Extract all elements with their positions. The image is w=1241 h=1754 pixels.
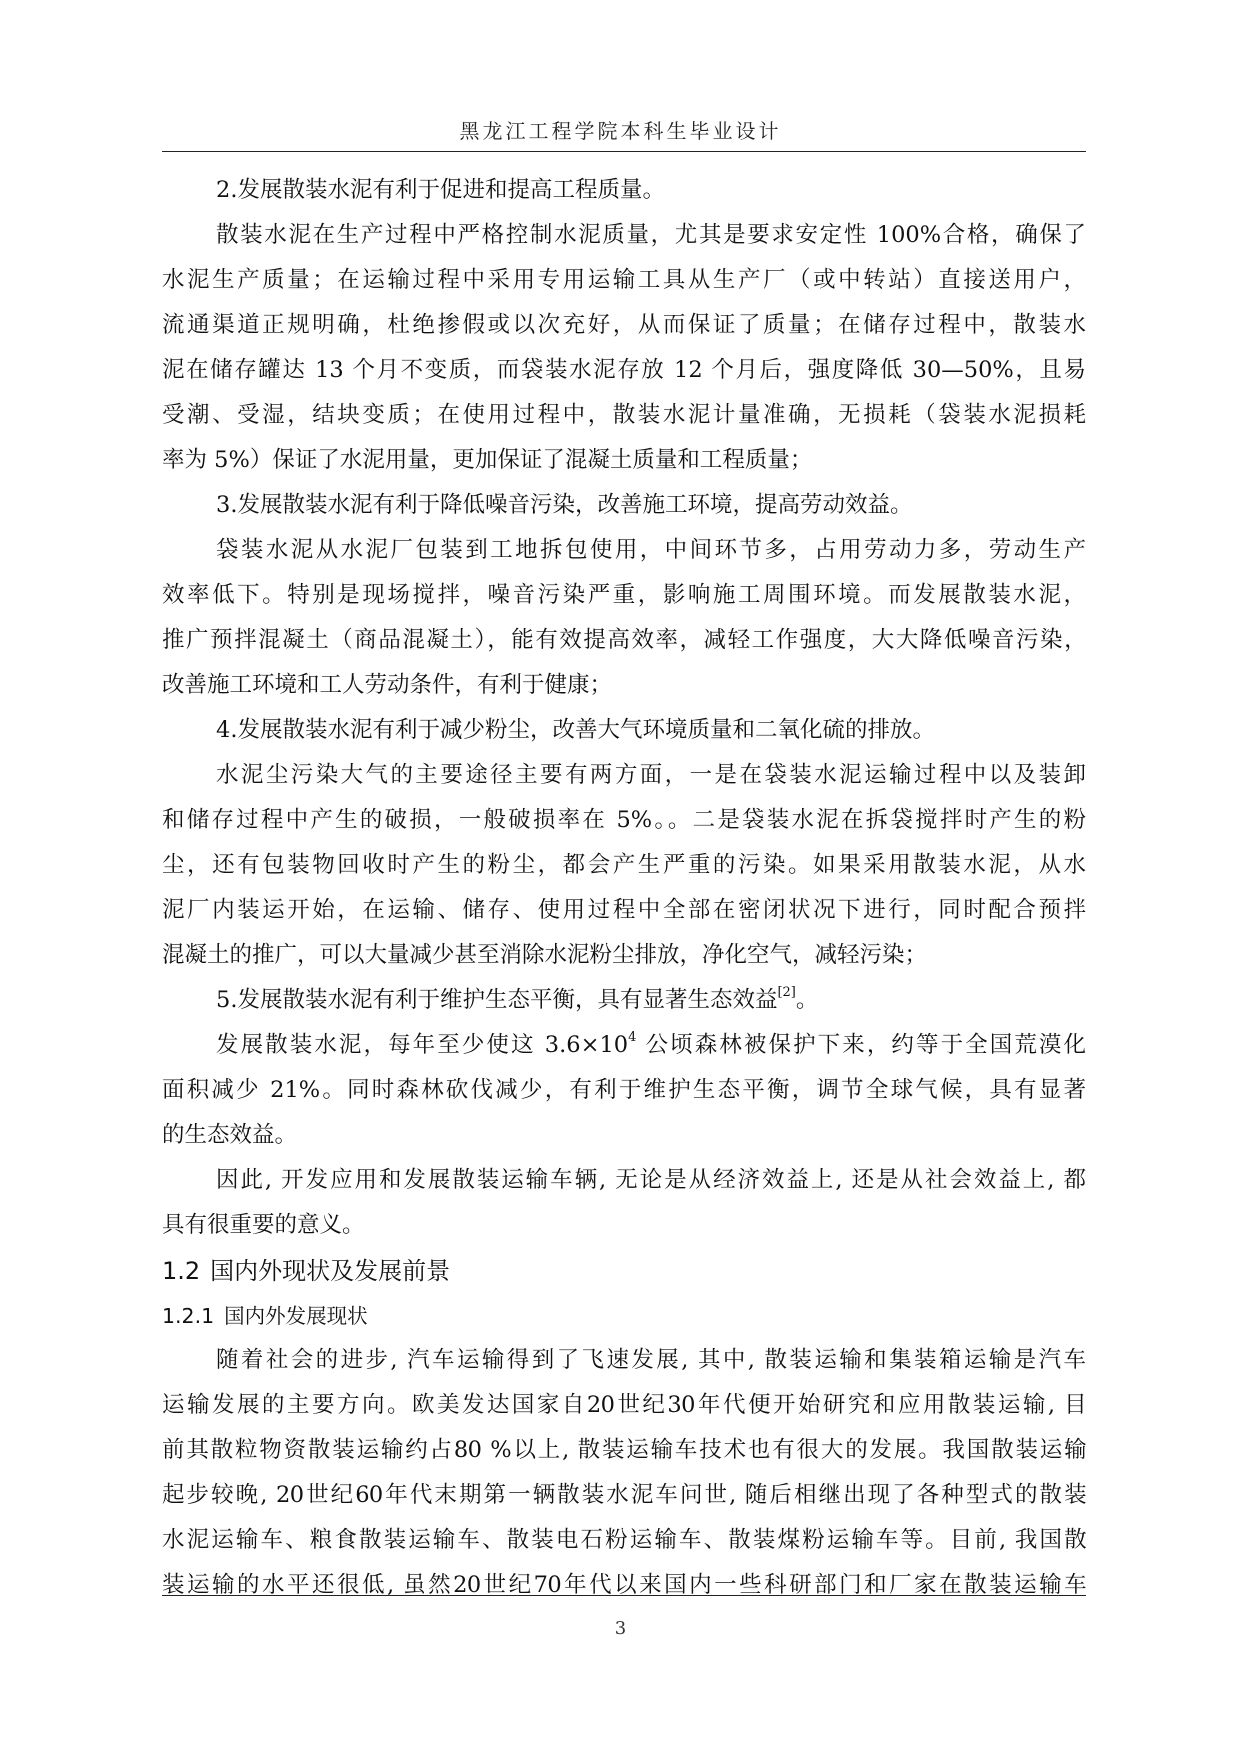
paragraph-line: 的生态效益。: [162, 1122, 298, 1148]
paragraph-line: 水泥运输车、粮食散装运输车、散装电石粉运输车、散装煤粉运输车等。目前, 我国散: [162, 1527, 1086, 1553]
point-heading-4: 4.发展散装水泥有利于减少粉尘，改善大气环境质量和二氧化硫的排放。: [216, 717, 935, 743]
section-number: 1.2: [162, 1257, 201, 1285]
paragraph-line: 面积减少 21%。同时森林砍伐减少，有利于维护生态平衡，调节全球气候，具有显著: [162, 1077, 1086, 1103]
point-heading-text: 5.发展散装水泥有利于维护生态平衡，具有显著生态效益: [216, 987, 778, 1013]
paragraph-line: 袋装水泥从水泥厂包装到工地拆包使用，中间环节多，占用劳动力多，劳动生产: [216, 537, 1086, 563]
section-title: 国内外现状及发展前景: [210, 1257, 451, 1285]
point-heading-5: [162, 978, 1086, 1023]
paragraph-line: 和储存过程中产生的破损，一般破损率在 5%。。二是袋装水泥在拆袋搅拌时产生的粉: [162, 807, 1086, 833]
paragraph-line: 因此, 开发应用和发展散装运输车辆, 无论是从经济效益上, 还是从社会效益上, 都: [216, 1167, 1086, 1193]
page-body: [162, 168, 1086, 1608]
paragraph-text-pre: 发展散装水泥，每年至少使这 3.6×10: [216, 1032, 629, 1058]
citation-ref: [2]: [777, 985, 796, 1000]
page-number: 3: [614, 1618, 627, 1639]
point-heading-3: 3.发展散装水泥有利于降低噪音污染，改善施工环境，提高劳动效益。: [216, 492, 913, 518]
footer-divider: [162, 1595, 1086, 1596]
paragraph-line: 混凝土的推广，可以大量减少甚至消除水泥粉尘排放，净化空气，减轻污染；: [162, 942, 928, 968]
subsection-title: 国内外发展现状: [224, 1304, 368, 1328]
paragraph-line: 改善施工环境和工人劳动条件，有利于健康；: [162, 672, 613, 698]
paragraph-line: 受潮、受湿，结块变质；在使用过程中，散装水泥计量准确，无损耗（袋装水泥损耗: [162, 402, 1086, 428]
paragraph-line: 率为 5%）保证了水泥用量，更加保证了混凝土质量和工程质量；: [162, 447, 813, 473]
paragraph-line: 水泥尘污染大气的主要途径主要有两方面，一是在袋装水泥运输过程中以及装卸: [216, 762, 1086, 788]
paragraph-line: 流通渠道正规明确，杜绝掺假或以次充好，从而保证了质量；在储存过程中，散装水: [162, 312, 1086, 338]
point-heading-tail: 。: [795, 987, 819, 1013]
paragraph-line: 随着社会的进步, 汽车运输得到了飞速发展, 其中, 散装运输和集装箱运输是汽车: [216, 1347, 1086, 1373]
paragraph-line: 效率低下。特别是现场搅拌，噪音污染严重，影响施工周围环境。而发展散装水泥，: [162, 582, 1086, 608]
paragraph-line: 推广预拌混凝土（商品混凝土），能有效提高效率，减轻工作强度，大大降低噪音污染，: [162, 627, 1086, 653]
paragraph-line: [162, 1023, 1086, 1068]
running-header: 黑龙江工程学院本科生毕业设计: [459, 119, 782, 143]
header-divider: [162, 151, 1086, 152]
exponent: 4: [628, 1030, 637, 1045]
paragraph-line: 装运输的水平还很低, 虽然20世纪70年代以来国内一些科研部门和厂家在散装运输车: [162, 1572, 1086, 1598]
paragraph-line: 散装水泥在生产过程中严格控制水泥质量，尤其是要求安定性 100%合格，确保了: [216, 222, 1086, 248]
paragraph-line: 泥厂内装运开始，在运输、储存、使用过程中全部在密闭状况下进行，同时配合预拌: [162, 897, 1086, 923]
subsection-number: 1.2.1: [162, 1304, 215, 1328]
subsection-heading: [162, 1295, 1086, 1338]
paragraph-line: 尘，还有包装物回收时产生的粉尘，都会产生严重的污染。如果采用散装水泥，从水: [162, 852, 1086, 878]
paragraph-line: 泥在储存罐达 13 个月不变质，而袋装水泥存放 12 个月后，强度降低 30—50%，且易: [162, 357, 1086, 383]
paragraph-line: 运输发展的主要方向。欧美发达国家自20世纪30年代便开始研究和应用散装运输, 目: [162, 1392, 1086, 1418]
paragraph-line: 水泥生产质量；在运输过程中采用专用运输工具从生产厂（或中转站）直接送用户，: [162, 267, 1086, 293]
paragraph-line: 具有很重要的意义。: [162, 1212, 365, 1238]
point-heading-2: 2.发展散装水泥有利于促进和提高工程质量。: [216, 177, 665, 203]
section-heading: [162, 1248, 1086, 1295]
paragraph-line: 起步较晚, 20世纪60年代末期第一辆散装水泥车问世, 随后相继出现了各种型式的散装: [162, 1482, 1086, 1508]
paragraph-text-post: 公顷森林被保护下来，约等于全国荒漠化: [636, 1032, 1086, 1058]
paragraph-line: 前其散粒物资散装运输约占80 %以上, 散装运输车技术也有很大的发展。我国散装运输: [162, 1437, 1086, 1463]
